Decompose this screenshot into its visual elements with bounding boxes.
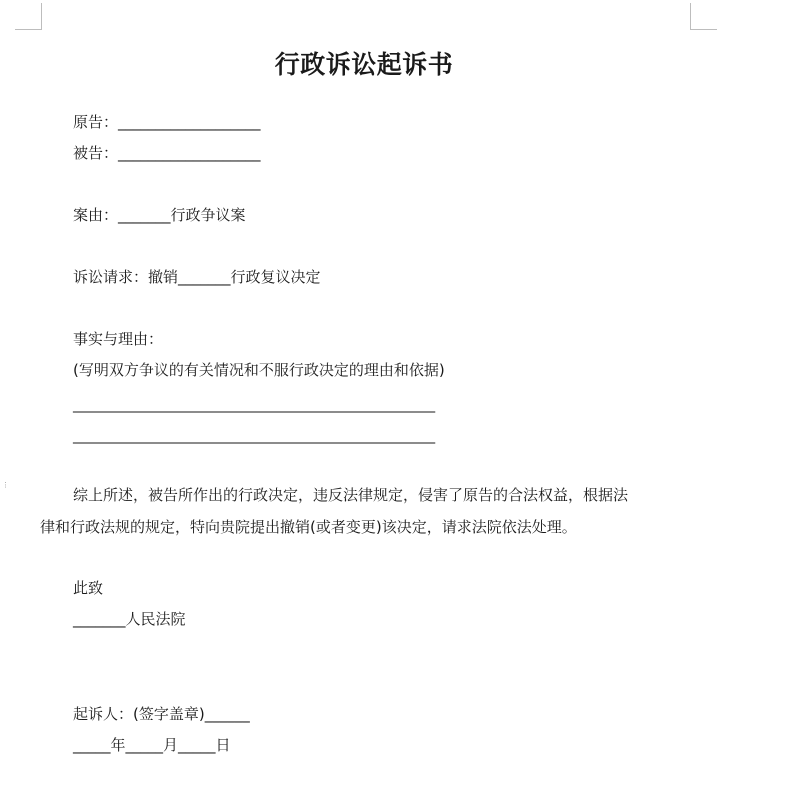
plaintiff-line: 原告：___________________ bbox=[73, 113, 261, 131]
facts-blank-line-2: ______________________________________________________ bbox=[73, 428, 435, 444]
claim-line: 诉讼请求：撤销_______行政复议决定 bbox=[73, 268, 321, 286]
cause-line: 案由：_______行政争议案 bbox=[73, 206, 246, 224]
summary-line-2: 律和行政法规的规定，特向贵院提出撤销(或者变更)该决定，请求法院依法处理。 bbox=[40, 518, 577, 536]
facts-blank-line-1: ______________________________________________________ bbox=[73, 397, 435, 413]
vertical-dots-icon[interactable]: ⋮ bbox=[2, 481, 9, 489]
document-title: 行政诉讼起诉书 bbox=[274, 50, 454, 79]
facts-instruction: (写明双方争议的有关情况和不服行政决定的理由和依据) bbox=[73, 361, 445, 379]
summary-line-1: 综上所述，被告所作出的行政决定，违反法律规定，侵害了原告的合法权益，根据法 bbox=[73, 486, 629, 504]
salutation: 此致 bbox=[73, 579, 104, 597]
date-line: _____年_____月_____日 bbox=[73, 736, 231, 754]
court-line: _______人民法院 bbox=[73, 610, 186, 628]
signer-line: 起诉人：(签字盖章)______ bbox=[73, 705, 250, 723]
top-right-margin-marker bbox=[690, 3, 717, 30]
top-left-margin-marker bbox=[15, 3, 42, 30]
facts-heading: 事实与理由： bbox=[73, 330, 164, 348]
defendant-line: 被告：___________________ bbox=[73, 144, 261, 162]
